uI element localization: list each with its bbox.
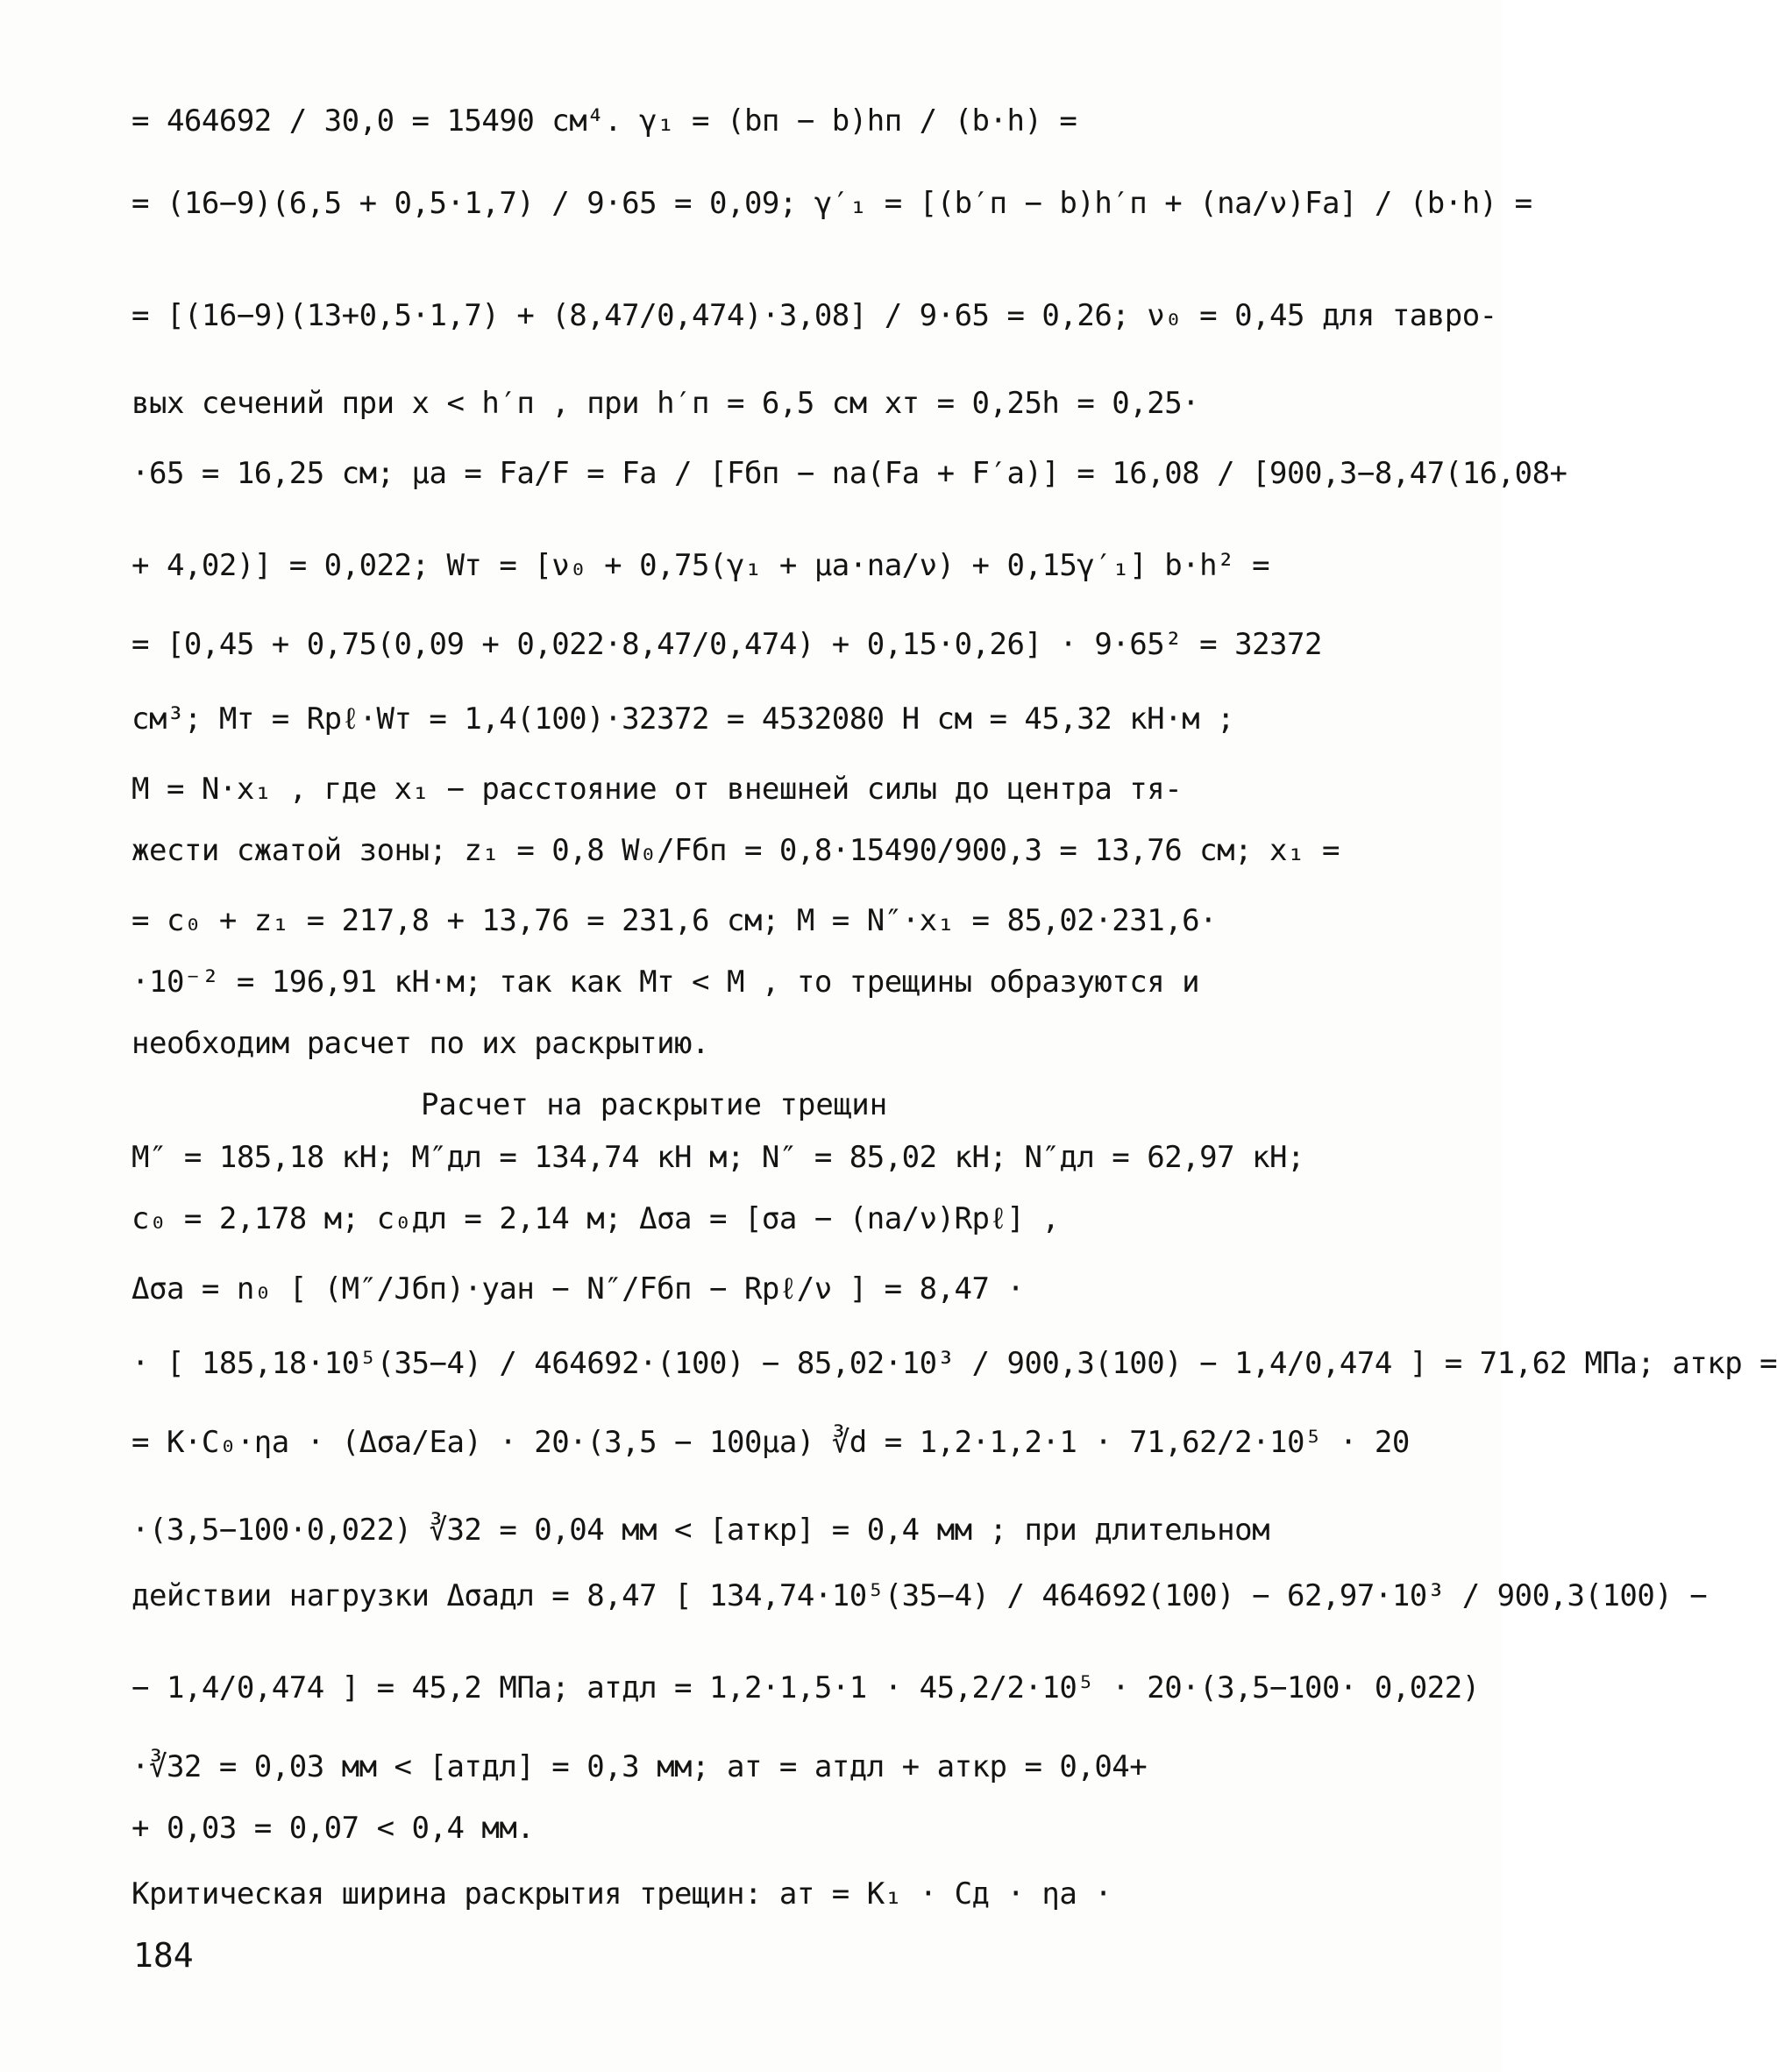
- text-line: необходим расчет по их раскрытию.: [131, 1026, 710, 1061]
- formula-line: = [(16−9)(13+0,5·1,7) + (8,47/0,474)·3,08] / 9·65 = 0,26; ν₀ = 0,45 для тавро-: [131, 298, 1497, 333]
- formula-line: c₀ = 2,178 м; c₀дл = 2,14 м; Δσа = [σа − (nа/ν)Rpℓ] ,: [131, 1201, 1060, 1236]
- formula-line: жести сжатой зоны; z₁ = 0,8 W₀/Fбп = 0,8·15490/900,3 = 13,76 см; x₁ =: [131, 833, 1340, 868]
- formula-line: = 464692 / 30,0 = 15490 см⁴. γ₁ = (bп − b)hп / (b·h) =: [131, 103, 1077, 139]
- text-line: M = N·x₁ , где x₁ − расстояние от внешней силы до центра тя-: [131, 772, 1183, 807]
- formula-line: · [ 185,18·10⁵(35−4) / 464692·(100) − 85,02·10³ / 900,3(100) − 1,4/0,474 ] = 71,62 МПа; aткр =: [131, 1346, 1777, 1381]
- section-heading: Расчет на раскрытие трещин: [421, 1087, 888, 1122]
- formula-line: ·(3,5−100·0,022) ∛32 = 0,04 мм < [aткр] = 0,4 мм ; при длительном: [131, 1513, 1270, 1548]
- formula-line: = K·C₀·ηа · (Δσа/Eа) · 20·(3,5 − 100μа) ∛d = 1,2·1,2·1 · 71,62/2·10⁵ · 20: [131, 1425, 1410, 1460]
- formula-line: + 4,02)] = 0,022; Wт = [ν₀ + 0,75(γ₁ + μа·nа/ν) + 0,15γ′₁] b·h² =: [131, 548, 1270, 583]
- formula-line: = c₀ + z₁ = 217,8 + 13,76 = 231,6 см; M = N″·x₁ = 85,02·231,6·: [131, 903, 1218, 938]
- text-line: ·10⁻² = 196,91 кН·м; так как Mт < M , то трещины образуются и: [131, 965, 1200, 1000]
- formula-line: см³; Mт = Rpℓ·Wт = 1,4(100)·32372 = 4532080 Н см = 45,32 кН·м ;: [131, 701, 1235, 737]
- formula-line: ·65 = 16,25 см; μа = Fа/F = Fа / [Fбп − nа(Fа + F′а)] = 16,08 / [900,3−8,47(16,08+: [131, 456, 1567, 491]
- formula-line: M″ = 185,18 кН; M″дл = 134,74 кН м; N″ = 85,02 кН; N″дл = 62,97 кН;: [131, 1140, 1304, 1175]
- text-line: Критическая ширина раскрытия трещин: aт = K₁ · Cд · ηа ·: [131, 1876, 1112, 1912]
- formula-line: действии нагрузки Δσадл = 8,47 [ 134,74·10⁵(35−4) / 464692(100) − 62,97·10³ / 900,3(100) −: [131, 1578, 1708, 1613]
- text-line: вых сечений при x < h′п , при h′п = 6,5 см xт = 0,25h = 0,25·: [131, 386, 1200, 421]
- formula-line: Δσа = n₀ [ (M″/Jбп)·yан − N″/Fбп − Rpℓ/ν ] = 8,47 ·: [131, 1271, 1025, 1307]
- formula-line: + 0,03 = 0,07 < 0,4 мм.: [131, 1811, 535, 1846]
- formula-line: = [0,45 + 0,75(0,09 + 0,022·8,47/0,474) + 0,15·0,26] · 9·65² = 32372: [131, 627, 1322, 662]
- formula-line: ·∛32 = 0,03 мм < [aтдл] = 0,3 мм; aт = aтдл + aткр = 0,04+: [131, 1749, 1148, 1784]
- page-number: 184: [133, 1936, 194, 1975]
- formula-line: = (16−9)(6,5 + 0,5·1,7) / 9·65 = 0,09; γ′₁ = [(b′п − b)h′п + (nа/ν)Fа] / (b·h) =: [131, 186, 1532, 221]
- formula-line: − 1,4/0,474 ] = 45,2 МПа; aтдл = 1,2·1,5·1 · 45,2/2·10⁵ · 20·(3,5−100· 0,022): [131, 1670, 1480, 1705]
